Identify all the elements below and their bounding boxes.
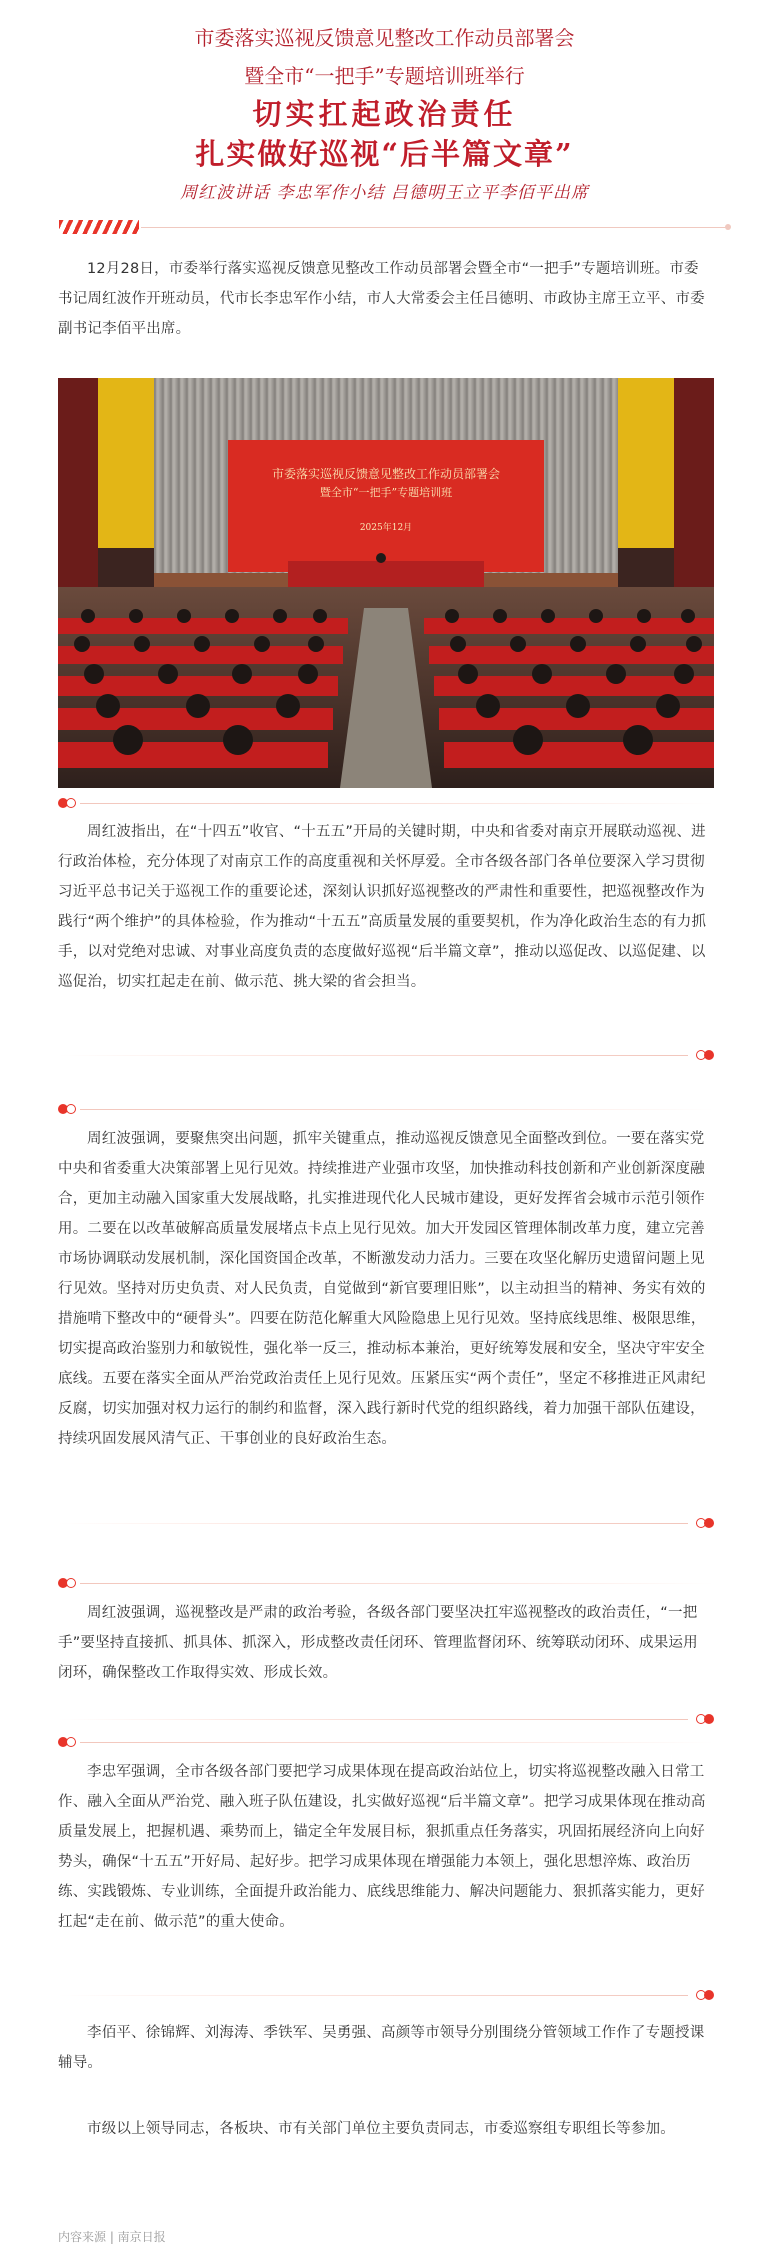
paragraph-lead: 12月28日，市委举行落实巡视反馈意见整改工作动员部署会暨全市“一把手”专题培训班。市委书记周红波作开班动员，代市长李忠军作小结，市人大常委会主任吕德明、市政协主席王立平、市委副书记李佰平出席。 xyxy=(58,261,705,337)
content-source: 内容来源 | 南京日报 xyxy=(58,2230,166,2244)
section-separator-bottom xyxy=(58,1518,714,1530)
banner-text-2: 暨全市“一把手”专题培训班 xyxy=(319,486,453,499)
paragraph-3: 周红波强调，巡视整改是严肃的政治考验，各级各部门要坚决扛牢巡视整改的政治责任，“一把手”要坚持直接抓、抓具体、抓深入，形成整改责任闭环、管理监督闭环、统筹联动闭环、成果运用闭环，确保整改工作取得实效、形成长效。 xyxy=(58,1605,698,1681)
sep-ring xyxy=(66,1104,76,1114)
sep-dot xyxy=(704,1050,714,1060)
paragraph-4: 李忠军强调，全市各级各部门要把学习成果体现在提高政治站位上，切实将巡视整改融入日常工作、融入全面从严治党、融入班子队伍建设，扎实做好巡视“后半篇文章”。把学习成果体现在推动高质量发展上，把握机遇、乘势而上，锚定全年发展目标，狠抓重点任务落实，巩固拓展经济向上向好势头，确保“十五五”开好局、起好步。把学习成果体现在增强能力本领上，强化思想淬炼、政治历练、实践锻炼、专业训练，全面提升政治能力、底线思维能力、解决问题能力、狠抓落实能力，更好扛起“走在前、做示范”的重大使命。 xyxy=(58,1764,706,1930)
sep-line xyxy=(58,1523,688,1524)
sep-ring xyxy=(66,1737,76,1747)
section-separator-top xyxy=(58,1737,714,1749)
sep-line xyxy=(80,803,714,804)
sep-ring xyxy=(66,1578,76,1588)
sep-line xyxy=(58,1995,688,1996)
sep-line xyxy=(80,1109,714,1110)
divider-line xyxy=(141,227,727,228)
stripe-ornament xyxy=(59,220,139,234)
sep-line xyxy=(58,1055,688,1056)
headline-line-2: 扎实做好巡视“后半篇文章” xyxy=(195,137,574,171)
sep-line xyxy=(80,1742,714,1743)
headline-line-1: 切实扛起政治责任 xyxy=(252,97,517,131)
paragraph-6: 市级以上领导同志，各板块、市有关部门单位主要负责同志，市委巡察组专职组长等参加。 xyxy=(87,2121,675,2137)
section-separator-top xyxy=(58,1578,714,1590)
section-separator-top xyxy=(58,798,714,810)
divider-dot xyxy=(725,224,731,230)
banner-date: 2025年12月 xyxy=(359,523,413,533)
section-separator-bottom xyxy=(58,1990,714,2002)
paragraph-5: 李佰平、徐锦辉、刘海涛、季铁军、吴勇强、高颜等市领导分别围绕分管领域工作作了专题授课辅导。 xyxy=(58,2025,705,2071)
section-separator-bottom xyxy=(58,1050,714,1062)
section-separator-top xyxy=(58,1104,714,1116)
banner-text-1: 市委落实巡视反馈意见整改工作动员部署会 xyxy=(271,467,501,481)
sep-ring xyxy=(66,798,76,808)
header-divider xyxy=(59,220,731,234)
paragraph-2: 周红波强调，要聚焦突出问题，抓牢关键重点，推动巡视反馈意见全面整改到位。一要在落实党中央和省委重大决策部署上见行见效。持续推进产业强市攻坚，加快推动科技创新和产业创新深度融合，更加主动融入国家重大发展战略，扎实推进现代化人民城市建设，更好发挥省会城市示范引领作用。二要在以改革破解高质量发展堵点卡点上见行见效。加大开发园区管理体制改革力度，建立完善市场协调联动发展机制，深化国资国企改革，不断激发动力活力。三要在攻坚化解历史遗留问题上见行见效。坚持对历史负责、对人民负责，自觉做到“新官要理旧账”，以主动担当的精神、务实有效的措施啃下整改中的“硬骨头”。四要在防范化解重大风险隐患上见行见效。坚持底线思维、极限思维，切实提高政治鉴别力和敏锐性，强化举一反三，推动标本兼治，更好统筹发展和安全，坚决守牢安全底线。五要在落实全面从严治党政治责任上见行见效。压紧压实“两个责任”，坚定不移推进正风肃纪反腐，切实加强对权力运行的制约和监督，深入践行新时代党的组织路线，着力加强干部队伍建设，持续巩固发展风清气正、干事创业的良好政治生态。 xyxy=(58,1131,706,1447)
meeting-photo xyxy=(58,378,714,788)
kicker-line-2: 暨全市“一把手”专题培训班举行 xyxy=(244,64,525,88)
sep-line xyxy=(58,1719,688,1720)
section-separator-bottom xyxy=(58,1714,714,1726)
sep-dot xyxy=(704,1518,714,1528)
byline: 周红波讲话 李忠军作小结 吕德明王立平李佰平出席 xyxy=(180,183,589,203)
sep-line xyxy=(80,1583,714,1584)
sep-dot xyxy=(704,1714,714,1724)
kicker-line-1: 市委落实巡视反馈意见整改工作动员部署会 xyxy=(194,26,575,50)
sep-dot xyxy=(704,1990,714,2000)
paragraph-1: 周红波指出，在“十四五”收官、“十五五”开局的关键时期，中央和省委对南京开展联动巡视、进行政治体检，充分体现了对南京工作的高度重视和关怀厚爱。全市各级各部门各单位要深入学习贯彻习近平总书记关于巡视工作的重要论述，深刻认识抓好巡视整改的严肃性和重要性，把巡视整改作为践行“两个维护”的具体检验，作为推动“十五五”高质量发展的重要契机，作为净化政治生态的有力抓手，以对党绝对忠诚、对事业高度负责的态度做好巡视“后半篇文章”，推动以巡促改、以巡促建、以巡促治，切实扛起走在前、做示范、挑大梁的省会担当。 xyxy=(58,824,707,990)
